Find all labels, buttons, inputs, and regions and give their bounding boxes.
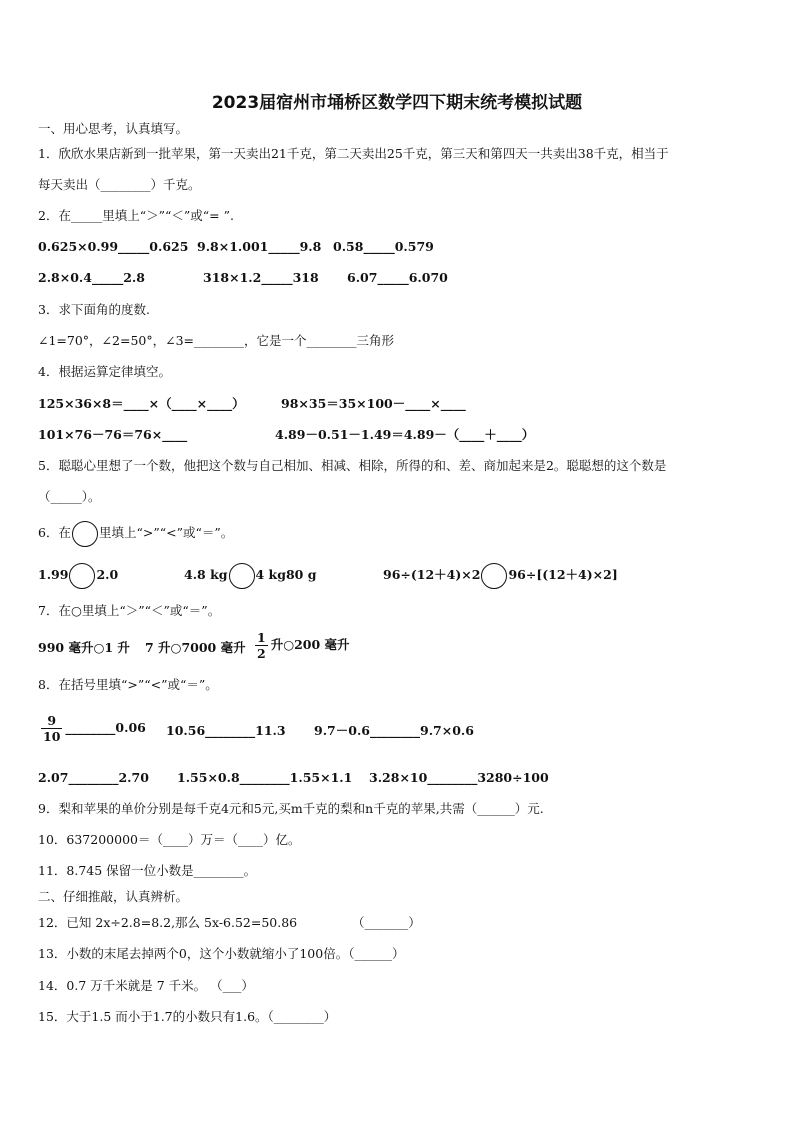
question-10: 10．637200000＝（____）万＝（____）亿。 bbox=[38, 832, 301, 847]
fraction-denominator: 2 bbox=[257, 646, 266, 661]
question-8-item: 1.55×0.8________1.55×1.1 bbox=[177, 770, 353, 785]
question-2-stem: 2．在_____里填上“＞”“＜”或“= ”. bbox=[38, 208, 234, 223]
fraction bbox=[41, 713, 62, 744]
question-7-stem: 7．在○里填上“＞”“＜”或“＝”。 bbox=[38, 603, 221, 618]
item-left: 1.99 bbox=[38, 567, 69, 582]
item-rest: ________0.06 bbox=[65, 720, 146, 735]
question-12: 12．已知 2x÷2.8=8.2,那么 5x-6.52=50.86 bbox=[38, 915, 298, 930]
item-right: 4 kg80 g bbox=[255, 567, 317, 582]
question-3-stem: 3．求下面角的度数. bbox=[38, 302, 150, 317]
fraction-numerator: 1 bbox=[257, 630, 266, 645]
question-2-item: 318×1.2_____318 bbox=[203, 270, 319, 285]
question-8-stem: 8．在括号里填“>”“<”或“＝”。 bbox=[38, 677, 218, 692]
fraction-denominator: 10 bbox=[43, 729, 61, 744]
question-2-item: 0.58_____0.579 bbox=[333, 239, 434, 254]
section-2-heading: 二、仔细推敲，认真辨析。 bbox=[38, 889, 189, 904]
question-8-item: 2.07________2.70 bbox=[38, 770, 149, 785]
question-4-item: 98×35＝35×100－____×____ bbox=[281, 396, 466, 411]
question-4-stem: 4．根据运算定律填空。 bbox=[38, 364, 171, 379]
question-5-line-1: 5．聪聪心里想了一个数，他把这个数与自己相加、相减、相除，所得的和、差、商加起来是2。聪聪想的这个数是 bbox=[38, 458, 667, 473]
item-left: 4.8 kg bbox=[184, 567, 228, 582]
question-2-item: 0.625×0.99_____0.625 bbox=[38, 239, 189, 254]
question-8-item: 9.7－0.6________9.7×0.6 bbox=[314, 723, 474, 738]
question-8-item bbox=[38, 713, 146, 744]
question-5-line-2: （_____）。 bbox=[38, 489, 101, 504]
question-13: 13．小数的末尾去掉两个0，这个小数就缩小了100倍。（______） bbox=[38, 946, 405, 961]
question-6-stem-end: 里填上“>”“<”或“＝”。 bbox=[98, 525, 234, 540]
item-right: 96÷[(12＋4)×2] bbox=[508, 567, 618, 582]
question-4-item: 4.89－0.51－1.49＝4.89－（____＋____） bbox=[275, 427, 535, 442]
answer-circle-icon[interactable] bbox=[481, 563, 507, 589]
question-11: 11．8.745 保留一位小数是________。 bbox=[38, 863, 257, 878]
question-12-answer-blank[interactable]: （_______） bbox=[352, 915, 421, 930]
section-1-heading: 一、用心思考，认真填写。 bbox=[38, 121, 189, 136]
answer-circle-icon bbox=[72, 521, 98, 547]
question-2-item: 2.8×0.4_____2.8 bbox=[38, 270, 145, 285]
question-6-item bbox=[184, 562, 316, 589]
question-1-line-2: 每天卖出（________）千克。 bbox=[38, 177, 201, 192]
question-7-item bbox=[252, 630, 350, 661]
page-title: 2023届宿州市埇桥区数学四下期末统考模拟试题 bbox=[211, 93, 583, 113]
question-2-item: 6.07_____6.070 bbox=[347, 270, 448, 285]
question-8-item: 10.56________11.3 bbox=[166, 723, 286, 738]
answer-circle-icon[interactable] bbox=[69, 563, 95, 589]
item-left: 96÷(12＋4)×2 bbox=[383, 567, 481, 582]
question-8-item: 3.28×10________3280÷100 bbox=[369, 770, 549, 785]
question-1-line-1: 1．欣欣水果店新到一批苹果，第一天卖出21千克，第二天卖出25千克，第三天和第四天一共卖出38千克，相当于 bbox=[38, 146, 669, 161]
fraction bbox=[255, 630, 268, 661]
question-15: 15．大于1.5 而小于1.7的小数只有1.6。（________） bbox=[38, 1009, 337, 1024]
question-6-item bbox=[38, 562, 118, 589]
question-6-item bbox=[383, 562, 618, 589]
question-4-item: 101×76－76＝76×____ bbox=[38, 427, 188, 442]
fraction-numerator: 9 bbox=[41, 713, 62, 729]
question-4-item: 125×36×8＝____×（____×____） bbox=[38, 396, 245, 411]
item-right: 2.0 bbox=[96, 567, 119, 582]
question-14: 14．0.7 万千米就是 7 千米。 （___） bbox=[38, 978, 254, 993]
question-9: 9．梨和苹果的单价分别是每千克4元和5元,买m千克的梨和n千克的苹果,共需（______）元. bbox=[38, 801, 544, 816]
question-7-item: 7 升○7000 毫升 bbox=[145, 640, 246, 655]
question-7-item: 990 毫升○1 升 bbox=[38, 640, 130, 655]
question-2-item: 9.8×1.001_____9.8 bbox=[197, 239, 322, 254]
question-3-line: ∠1=70°，∠2=50°，∠3=________，它是一个________三角形 bbox=[38, 333, 395, 348]
question-6-stem-start: 6．在 bbox=[38, 525, 71, 540]
item-rest: 升○200 毫升 bbox=[270, 637, 350, 652]
question-6-stem bbox=[38, 520, 233, 547]
answer-circle-icon[interactable] bbox=[229, 563, 255, 589]
